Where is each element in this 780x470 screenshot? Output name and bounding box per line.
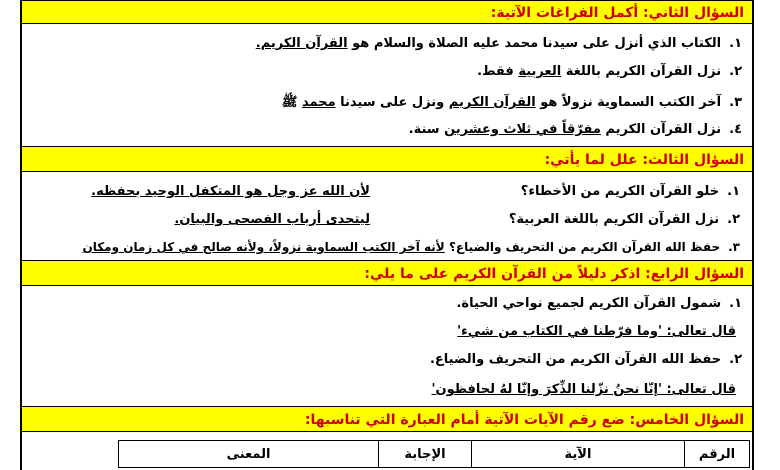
right-border: [752, 0, 754, 470]
col-meaning: المعنى: [119, 441, 379, 468]
q5-header: السؤال الخامس: ضع رقم الآيات الآتية أمام العبارة التي تناسبها:: [22, 406, 752, 432]
q2-item-1: ١.الكتاب الذي أنزل على سيدنا محمد عليه الصلاة والسلام هو القرآن الكريم.: [255, 36, 742, 51]
q2-item-2: ٢.نزل القرآن الكريم باللغة العربية فقط.: [477, 64, 742, 79]
q4-item-2: ٢.حفظ الله القرآن الكريم من التحريف والضياع.: [429, 352, 742, 367]
q2-item-4: ٤.نزل القرآن الكريم مفرّقاً في ثلاث وعشرين سنة.: [408, 122, 742, 137]
q4-proof-1: قال تعالى: 'وما فرّطنا في الكتاب من شيء': [457, 324, 736, 339]
q3-item-3: ٣.حفظ الله القرآن الكريم من التحريف والضياع؟ لأنه آخر الكتب السماوية نزولاً، ولأنه صالح في كل زمان ومكان: [82, 240, 740, 254]
col-answer: الإجابة: [379, 441, 472, 468]
q4-proof-2: قال تعالى: 'إنّا نحنُ نزّلنا الذِّكرَ وإنّا لهُ لحافظون': [431, 382, 736, 397]
col-number: الرقم: [685, 441, 750, 468]
matching-table: [118, 440, 750, 468]
q4-header: السؤال الرابع: اذكر دليلاً من القرآن الكريم على ما يلي:: [22, 260, 752, 286]
q3-question-2: ٢.نزل القرآن الكريم باللغة العربية؟: [508, 212, 740, 227]
q3-answer-1: لأن الله عز وجل هو المتكفل الوحيد بحفظه.: [91, 184, 370, 199]
col-verse: الآية: [472, 441, 685, 468]
q3-answer-2: ليتحدى أرباب الفصحى والبيان.: [174, 212, 370, 227]
q3-question-1: ١.خلو القرآن الكريم من الأخطاء؟: [520, 184, 740, 199]
table-header-row: [119, 441, 750, 468]
left-border: [20, 0, 22, 470]
q2-header: السؤال الثاني: أكمل الفراغات الآتية:: [22, 0, 752, 24]
q2-item-3: ٣.آخر الكتب السماوية نزولاً هو القرآن الكريم ونزل على سيدنا محمد ﷺ: [281, 95, 742, 110]
q3-header: السؤال الثالث: علل لما يأتي:: [22, 146, 752, 172]
q4-item-1: ١.شمول القرآن الكريم لجميع نواحي الحياة.: [456, 296, 742, 311]
